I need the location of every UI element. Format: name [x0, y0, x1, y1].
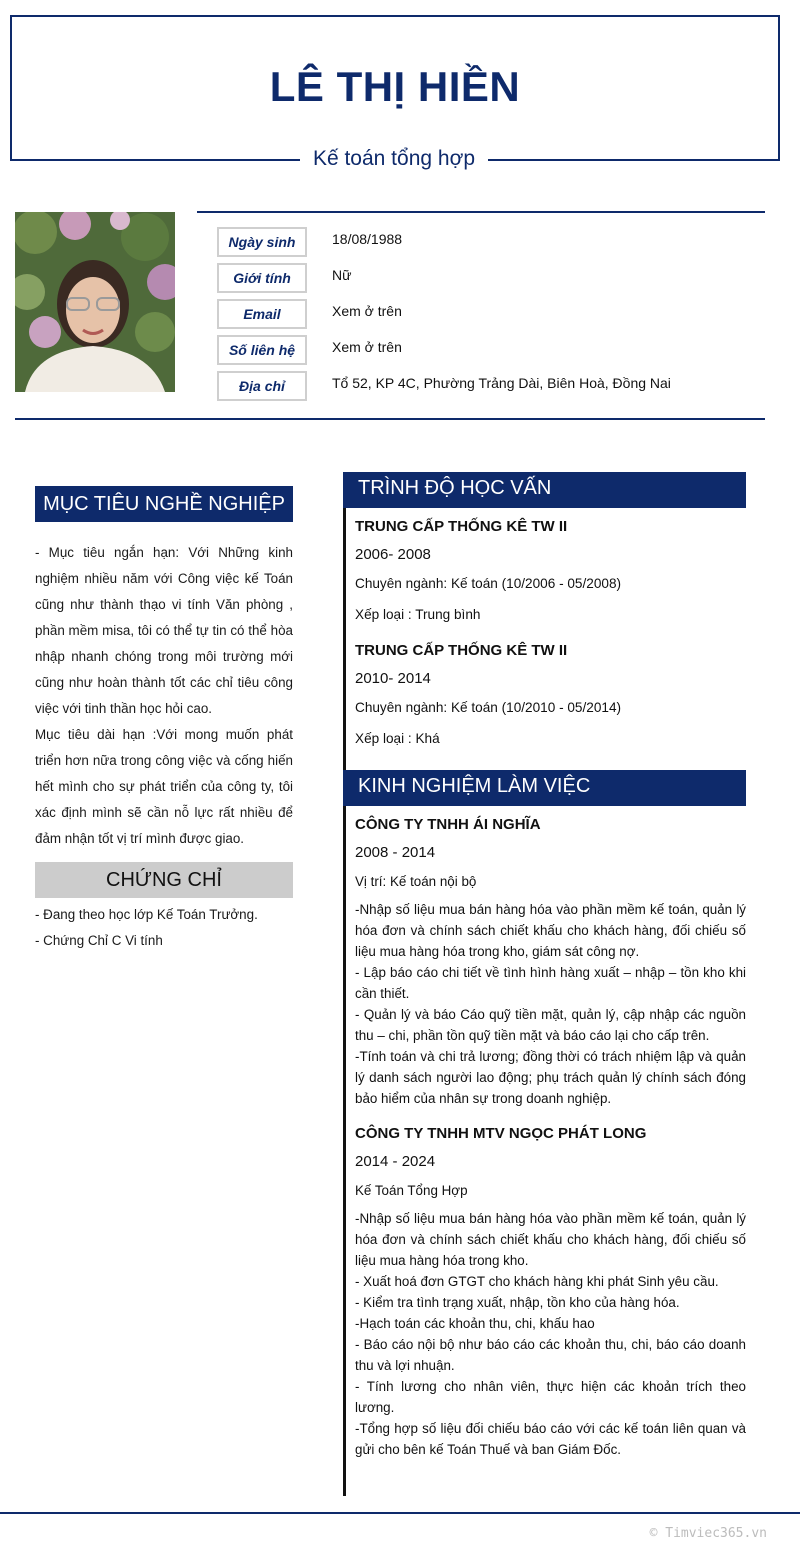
certificates-list: [35, 902, 293, 954]
info-value: 18/08/1988: [332, 231, 403, 247]
education-grade: Xếp loại : Trung bình: [355, 607, 481, 622]
school-name: TRUNG CẤP THỐNG KÊ TW II: [355, 518, 568, 535]
left-column: [35, 486, 293, 954]
info-label: Giới tính: [217, 263, 307, 293]
info-bottom-divider: [15, 418, 765, 420]
experience-period: 2014 - 2024: [355, 1153, 436, 1170]
education-period: 2006- 2008: [355, 546, 431, 563]
experience-item: [355, 1123, 746, 1460]
info-value: Xem ở trên: [332, 303, 402, 319]
footer-watermark: © Timviec365.vn: [649, 1526, 767, 1541]
info-label: Email: [217, 299, 307, 329]
education-section: [343, 508, 746, 770]
education-major: Chuyên ngành: Kế toán (10/2010 - 05/2014): [355, 700, 622, 715]
job-title: Kế toán tổng hợp: [300, 144, 488, 174]
experience-heading: KINH NGHIỆM LÀM VIỆC: [343, 770, 746, 806]
experience-section: [343, 806, 746, 1496]
info-value: Nữ: [332, 267, 352, 283]
duty-line: - Lập báo cáo chi tiết về tình hình hàng xuất – nhập – tồn kho khi cần thiết.: [355, 965, 746, 1001]
education-grade: Xếp loại : Khá: [355, 731, 440, 746]
company-name: CÔNG TY TNHH ÁI NGHĨA: [355, 816, 541, 833]
duty-line: - Quản lý và báo Cáo quỹ tiền mặt, quản lý, cập nhập các nguồn thu – chi, phần tồn quỹ tiền mặt và báo cáo lại cho cấp trên.: [355, 1007, 746, 1043]
duty-line: -Nhập số liệu mua bán hàng hóa vào phần mềm kế toán, quản lý hóa đơn và chính sách chiết khấu cho khách hàng, đối chiếu số liệu mua hàng hóa trong kho.: [355, 1211, 746, 1268]
duty-line: -Nhập số liệu mua bán hàng hóa vào phần mềm kế toán, quản lý hóa đơn và chính sách chiết khấu cho khách hàng, đối chiếu số liệu mua hàng hóa trong kho, giám sát công nợ.: [355, 902, 746, 959]
info-row-dob: [217, 227, 765, 257]
profile-photo: [15, 212, 175, 392]
experience-period: 2008 - 2014: [355, 844, 436, 861]
info-label: Địa chỉ: [217, 371, 307, 401]
experience-position: Vị trí: Kế toán nội bộ: [355, 874, 477, 889]
education-heading: TRÌNH ĐỘ HỌC VẤN: [343, 472, 746, 508]
company-name: CÔNG TY TNHH MTV NGỌC PHÁT LONG: [355, 1125, 647, 1142]
duty-line: -Tổng hợp số liệu đối chiếu báo cáo với các kế toán liên quan và gửi cho bên kế Toán Thuế và ban Giám Đốc.: [355, 1421, 746, 1457]
experience-item: [355, 814, 746, 1109]
info-label: Ngày sinh: [217, 227, 307, 257]
certificate-item: - Chứng Chỉ C Vi tính: [35, 933, 163, 948]
education-major: Chuyên ngành: Kế toán (10/2006 - 05/2008): [355, 576, 622, 591]
duty-line: -Tính toán và chi trả lương; đồng thời có trách nhiệm lập và quản lý danh sách người lao động; phụ trách quản lý chính sách đóng bảo hiểm của nhân sự trong doanh nghiệp.: [355, 1049, 746, 1106]
info-row-gender: [217, 263, 765, 293]
right-column: [343, 472, 746, 1496]
objective-long-term: Mục tiêu dài hạn :Với mong muốn phát triển hơn nữa trong công việc và cống hiến hết mình cho sự phát triển của công ty, tôi xác định mình sẽ cần nỗ lực rất nhiều để đảm nhận tốt vị trí mình được giao.: [35, 727, 293, 846]
objective-short-term: - Mục tiêu ngắn hạn: Với Những kinh nghiệm nhiều năm với Công việc kế Toán cũng như thành thạo vi tính Văn phòng , phần mềm misa, tôi có thể tự tin có thể hòa nhập nhanh chóng trong môi trường mới cũng như hoàn thành tốt các chỉ tiêu công việc với tinh thần học hỏi cao.: [35, 545, 293, 716]
experience-description: [355, 899, 746, 1109]
duty-line: - Báo cáo nội bộ như báo cáo các khoản thu, chi, báo cáo doanh thu và lợi nhuận.: [355, 1337, 746, 1373]
info-value: Xem ở trên: [332, 339, 402, 355]
school-name: TRUNG CẤP THỐNG KÊ TW II: [355, 642, 568, 659]
objective-text: [35, 540, 293, 852]
experience-description: [355, 1208, 746, 1460]
info-row-address: [217, 371, 765, 401]
info-row-email: [217, 299, 765, 329]
duty-line: - Xuất hoá đơn GTGT cho khách hàng khi phát Sinh yêu cầu.: [355, 1274, 719, 1289]
info-row-phone: [217, 335, 765, 365]
header-box: [10, 15, 780, 161]
candidate-name: LÊ THỊ HIỀN: [269, 63, 521, 110]
duty-line: - Kiểm tra tình trạng xuất, nhập, tồn kho của hàng hóa.: [355, 1295, 680, 1310]
footer-divider: [0, 1512, 800, 1514]
certificate-item: - Đang theo học lớp Kế Toán Trưởng.: [35, 907, 258, 922]
info-value: Tổ 52, KP 4C, Phường Trảng Dài, Biên Hoà, Đồng Nai: [332, 375, 671, 391]
experience-position: Kế Toán Tổng Hợp: [355, 1183, 468, 1198]
info-label: Số liên hệ: [217, 335, 307, 365]
education-item: [355, 516, 746, 626]
education-period: 2010- 2014: [355, 670, 431, 687]
education-item: [355, 640, 746, 750]
duty-line: - Tính lương cho nhân viên, thực hiện các khoản trích theo lương.: [355, 1379, 746, 1415]
certificates-heading: CHỨNG CHỈ: [35, 862, 293, 898]
duty-line: -Hạch toán các khoản thu, chi, khấu hao: [355, 1316, 595, 1331]
info-top-divider: [197, 211, 765, 213]
objective-heading: MỤC TIÊU NGHỀ NGHIỆP: [35, 486, 293, 522]
